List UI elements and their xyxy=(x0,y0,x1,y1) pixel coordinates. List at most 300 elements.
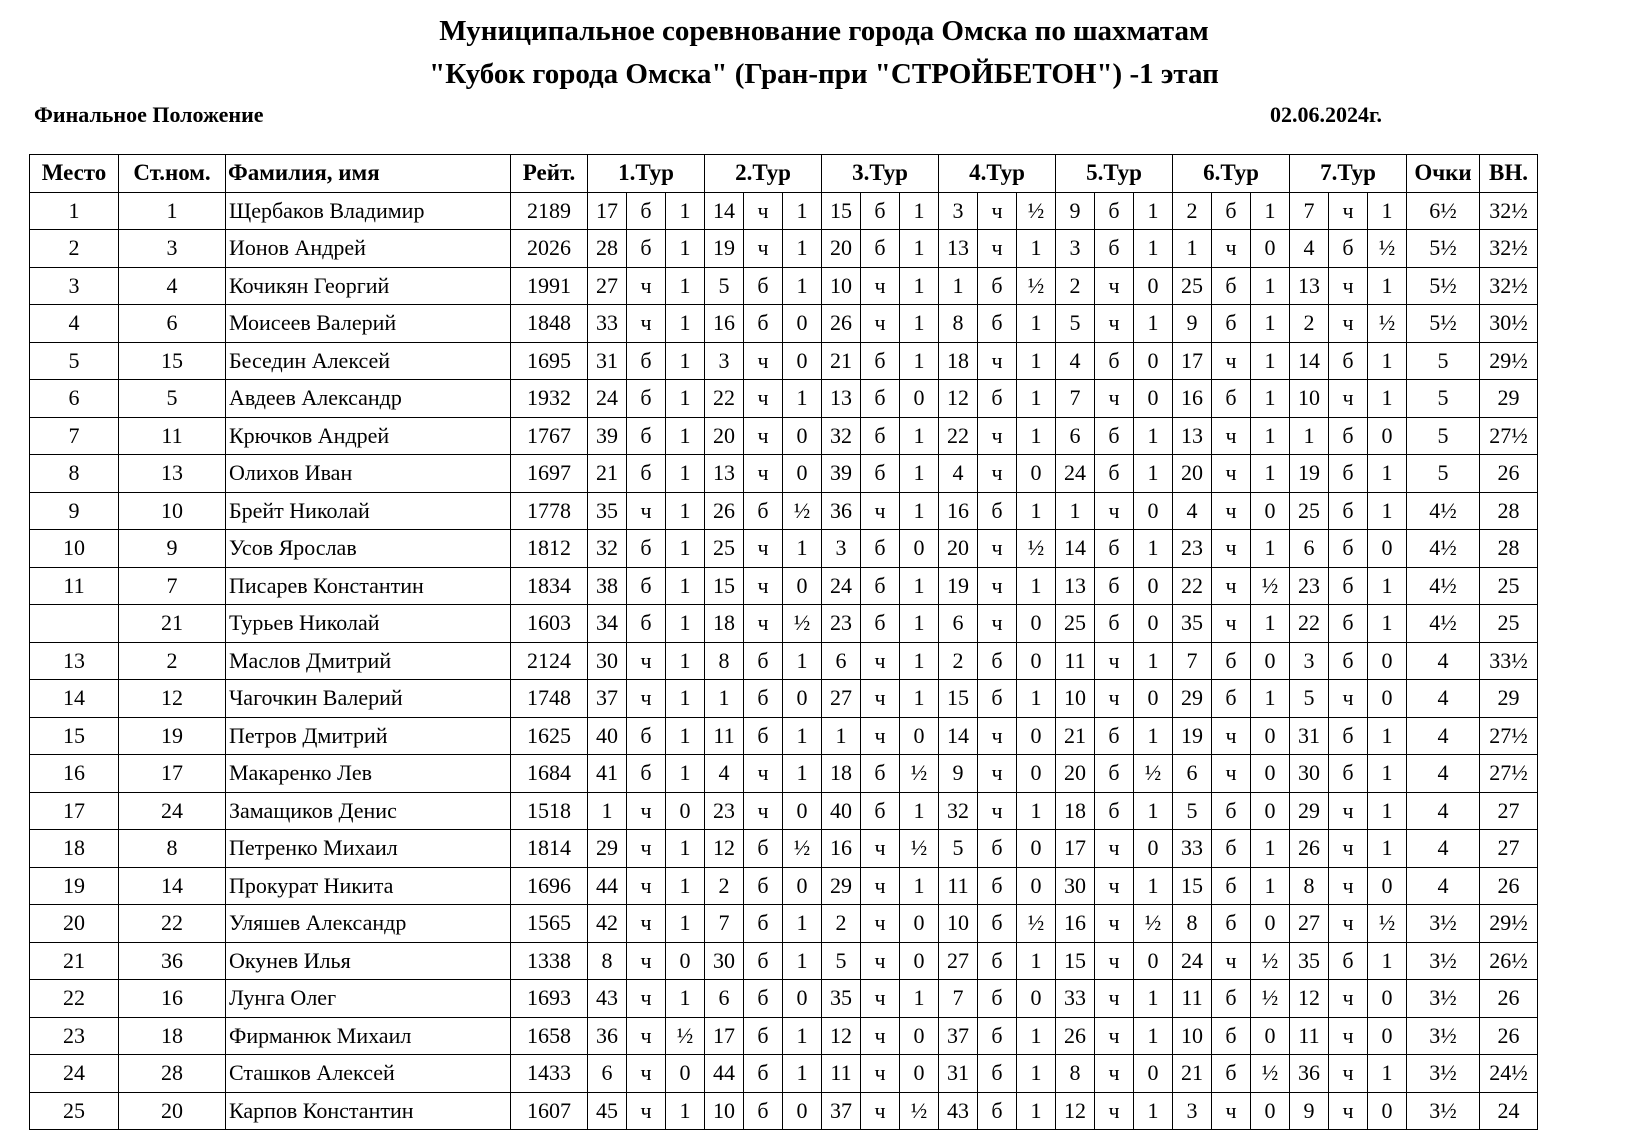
col-start-no: Ст.ном. xyxy=(119,155,226,193)
round-color-cell: ч xyxy=(1212,942,1251,980)
tiebreak-cell: 27½ xyxy=(1480,717,1538,755)
round-result-cell: 0 xyxy=(1017,455,1056,493)
round-opponent-cell: 38 xyxy=(588,567,627,605)
round-opponent-cell: 2 xyxy=(1290,305,1329,343)
place-cell: 18 xyxy=(30,830,119,868)
start-no-cell: 15 xyxy=(119,342,226,380)
round-color-cell: б xyxy=(1095,605,1134,643)
round-color-cell: ч xyxy=(1212,717,1251,755)
round-result-cell: 0 xyxy=(1134,942,1173,980)
round-result-cell: 1 xyxy=(1017,680,1056,718)
round-opponent-cell: 7 xyxy=(1173,642,1212,680)
round-color-cell: ч xyxy=(1329,305,1368,343)
player-name-cell: Турьев Николай xyxy=(226,605,511,643)
round-opponent-cell: 30 xyxy=(1056,867,1095,905)
round-result-cell: ½ xyxy=(1368,305,1407,343)
round-opponent-cell: 32 xyxy=(939,792,978,830)
round-color-cell: б xyxy=(978,830,1017,868)
tiebreak-cell: 32½ xyxy=(1480,192,1538,230)
round-color-cell: ч xyxy=(627,1055,666,1093)
player-name-cell: Беседин Алексей xyxy=(226,342,511,380)
round-result-cell: 1 xyxy=(783,380,822,418)
round-result-cell: 1 xyxy=(1251,530,1290,568)
round-color-cell: ч xyxy=(627,1092,666,1130)
round-opponent-cell: 13 xyxy=(1290,267,1329,305)
place-cell: 3 xyxy=(30,267,119,305)
round-result-cell: 0 xyxy=(1134,380,1173,418)
tiebreak-cell: 32½ xyxy=(1480,267,1538,305)
points-cell: 5 xyxy=(1407,455,1480,493)
round-opponent-cell: 19 xyxy=(705,230,744,268)
table-row xyxy=(30,455,1538,493)
round-result-cell: ½ xyxy=(1017,530,1056,568)
round-result-cell: 1 xyxy=(900,605,939,643)
col-name: Фамилия, имя xyxy=(226,155,511,193)
start-no-cell: 22 xyxy=(119,905,226,943)
table-row xyxy=(30,1017,1538,1055)
round-result-cell: 0 xyxy=(1134,830,1173,868)
round-result-cell: 0 xyxy=(1017,605,1056,643)
round-result-cell: 1 xyxy=(666,717,705,755)
rating-cell: 1932 xyxy=(511,380,588,418)
round-color-cell: ч xyxy=(627,642,666,680)
round-opponent-cell: 21 xyxy=(588,455,627,493)
round-result-cell: 1 xyxy=(1134,192,1173,230)
player-name-cell: Прокурат Никита xyxy=(226,867,511,905)
place-cell: 23 xyxy=(30,1017,119,1055)
rating-cell: 1834 xyxy=(511,567,588,605)
round-result-cell: 1 xyxy=(666,605,705,643)
round-opponent-cell: 21 xyxy=(822,342,861,380)
table-row xyxy=(30,942,1538,980)
tiebreak-cell: 26 xyxy=(1480,1017,1538,1055)
round-color-cell: ч xyxy=(978,792,1017,830)
points-cell: 3½ xyxy=(1407,1055,1480,1093)
round-color-cell: б xyxy=(861,567,900,605)
round-result-cell: ½ xyxy=(783,605,822,643)
round-opponent-cell: 33 xyxy=(588,305,627,343)
round-color-cell: б xyxy=(861,192,900,230)
round-result-cell: 0 xyxy=(900,1055,939,1093)
round-color-cell: ч xyxy=(744,755,783,793)
round-opponent-cell: 36 xyxy=(1290,1055,1329,1093)
rating-cell: 1696 xyxy=(511,867,588,905)
round-color-cell: ч xyxy=(861,680,900,718)
round-opponent-cell: 10 xyxy=(822,267,861,305)
rating-cell: 1693 xyxy=(511,980,588,1018)
round-result-cell: 1 xyxy=(1017,1055,1056,1093)
points-cell: 5 xyxy=(1407,417,1480,455)
player-name-cell: Фирманюк Михаил xyxy=(226,1017,511,1055)
round-result-cell: 1 xyxy=(666,680,705,718)
round-opponent-cell: 17 xyxy=(1056,830,1095,868)
round-opponent-cell: 8 xyxy=(1290,867,1329,905)
round-color-cell: б xyxy=(744,680,783,718)
round-opponent-cell: 2 xyxy=(705,867,744,905)
place-cell: 4 xyxy=(30,305,119,343)
round-color-cell: ч xyxy=(1212,530,1251,568)
round-color-cell: б xyxy=(861,605,900,643)
round-result-cell: 1 xyxy=(666,980,705,1018)
round-color-cell: ч xyxy=(1095,1017,1134,1055)
round-result-cell: ½ xyxy=(1134,905,1173,943)
round-opponent-cell: 8 xyxy=(1056,1055,1095,1093)
table-row xyxy=(30,530,1538,568)
round-color-cell: б xyxy=(627,567,666,605)
round-result-cell: 0 xyxy=(1017,867,1056,905)
round-color-cell: ч xyxy=(1095,642,1134,680)
round-opponent-cell: 4 xyxy=(1056,342,1095,380)
rating-cell: 1814 xyxy=(511,830,588,868)
rating-cell: 1684 xyxy=(511,755,588,793)
table-row xyxy=(30,642,1538,680)
round-result-cell: 0 xyxy=(900,380,939,418)
player-name-cell: Авдеев Александр xyxy=(226,380,511,418)
round-opponent-cell: 21 xyxy=(1056,717,1095,755)
round-color-cell: б xyxy=(978,1017,1017,1055)
round-color-cell: б xyxy=(744,1055,783,1093)
start-no-cell: 5 xyxy=(119,380,226,418)
round-result-cell: 1 xyxy=(783,192,822,230)
round-opponent-cell: 18 xyxy=(822,755,861,793)
place-cell: 2 xyxy=(30,230,119,268)
round-opponent-cell: 3 xyxy=(939,192,978,230)
place-cell: 24 xyxy=(30,1055,119,1093)
round-result-cell: ½ xyxy=(1134,755,1173,793)
round-result-cell: 0 xyxy=(1251,792,1290,830)
tiebreak-cell: 25 xyxy=(1480,567,1538,605)
round-color-cell: б xyxy=(978,680,1017,718)
tiebreak-cell: 30½ xyxy=(1480,305,1538,343)
round-result-cell: 1 xyxy=(900,342,939,380)
round-opponent-cell: 6 xyxy=(822,642,861,680)
round-result-cell: 0 xyxy=(1368,1092,1407,1130)
round-color-cell: ч xyxy=(861,1092,900,1130)
round-color-cell: б xyxy=(861,417,900,455)
round-color-cell: б xyxy=(1212,980,1251,1018)
round-result-cell: 1 xyxy=(1368,192,1407,230)
round-opponent-cell: 31 xyxy=(1290,717,1329,755)
points-cell: 4 xyxy=(1407,680,1480,718)
round-opponent-cell: 10 xyxy=(1290,380,1329,418)
player-name-cell: Макаренко Лев xyxy=(226,755,511,793)
place-cell: 14 xyxy=(30,680,119,718)
points-cell: 5½ xyxy=(1407,305,1480,343)
round-opponent-cell: 20 xyxy=(1056,755,1095,793)
round-color-cell: б xyxy=(861,755,900,793)
round-color-cell: б xyxy=(744,717,783,755)
round-result-cell: 0 xyxy=(900,942,939,980)
round-result-cell: 1 xyxy=(666,417,705,455)
round-result-cell: ½ xyxy=(783,830,822,868)
round-opponent-cell: 11 xyxy=(1056,642,1095,680)
round-result-cell: 1 xyxy=(1134,1017,1173,1055)
start-no-cell: 20 xyxy=(119,1092,226,1130)
round-opponent-cell: 4 xyxy=(705,755,744,793)
points-cell: 4 xyxy=(1407,792,1480,830)
round-color-cell: ч xyxy=(1212,417,1251,455)
round-opponent-cell: 35 xyxy=(1173,605,1212,643)
round-result-cell: 1 xyxy=(1134,455,1173,493)
round-result-cell: 1 xyxy=(666,830,705,868)
start-no-cell: 8 xyxy=(119,830,226,868)
table-row xyxy=(30,417,1538,455)
round-opponent-cell: 8 xyxy=(1173,905,1212,943)
round-color-cell: б xyxy=(1329,567,1368,605)
table-row xyxy=(30,717,1538,755)
round-result-cell: 1 xyxy=(1134,417,1173,455)
place-cell: 22 xyxy=(30,980,119,1018)
round-color-cell: ч xyxy=(861,980,900,1018)
round-color-cell: ч xyxy=(744,342,783,380)
player-name-cell: Крючков Андрей xyxy=(226,417,511,455)
round-result-cell: 1 xyxy=(666,642,705,680)
round-opponent-cell: 19 xyxy=(1290,455,1329,493)
round-opponent-cell: 6 xyxy=(1290,530,1329,568)
round-opponent-cell: 13 xyxy=(1056,567,1095,605)
tiebreak-cell: 29 xyxy=(1480,680,1538,718)
round-opponent-cell: 24 xyxy=(588,380,627,418)
start-no-cell: 4 xyxy=(119,267,226,305)
player-name-cell: Петров Дмитрий xyxy=(226,717,511,755)
round-opponent-cell: 37 xyxy=(822,1092,861,1130)
round-color-cell: ч xyxy=(1329,680,1368,718)
round-color-cell: б xyxy=(978,942,1017,980)
round-result-cell: 0 xyxy=(1251,1017,1290,1055)
table-row xyxy=(30,305,1538,343)
rating-cell: 1695 xyxy=(511,342,588,380)
round-opponent-cell: 6 xyxy=(705,980,744,1018)
round-color-cell: ч xyxy=(1329,192,1368,230)
player-name-cell: Маслов Дмитрий xyxy=(226,642,511,680)
round-color-cell: ч xyxy=(744,530,783,568)
tiebreak-cell: 25 xyxy=(1480,605,1538,643)
place-cell: 21 xyxy=(30,942,119,980)
round-color-cell: ч xyxy=(861,305,900,343)
round-result-cell: 0 xyxy=(1017,642,1056,680)
round-color-cell: ч xyxy=(1095,905,1134,943)
points-cell: 3½ xyxy=(1407,905,1480,943)
table-row xyxy=(30,1092,1538,1130)
round-result-cell: 1 xyxy=(1134,1092,1173,1130)
round-result-cell: ½ xyxy=(1368,230,1407,268)
round-result-cell: 1 xyxy=(900,230,939,268)
round-result-cell: 1 xyxy=(783,1017,822,1055)
points-cell: 4½ xyxy=(1407,530,1480,568)
round-color-cell: б xyxy=(978,1092,1017,1130)
round-result-cell: ½ xyxy=(900,830,939,868)
start-no-cell: 3 xyxy=(119,230,226,268)
tiebreak-cell: 27 xyxy=(1480,830,1538,868)
round-opponent-cell: 19 xyxy=(1173,717,1212,755)
round-color-cell: б xyxy=(1095,530,1134,568)
round-opponent-cell: 10 xyxy=(705,1092,744,1130)
round-result-cell: 1 xyxy=(1368,567,1407,605)
round-color-cell: ч xyxy=(744,192,783,230)
col-round-2: 2.Тур xyxy=(705,155,822,193)
round-result-cell: 0 xyxy=(1134,492,1173,530)
round-opponent-cell: 24 xyxy=(1173,942,1212,980)
col-round-3: 3.Тур xyxy=(822,155,939,193)
round-color-cell: б xyxy=(861,530,900,568)
round-opponent-cell: 27 xyxy=(588,267,627,305)
table-row xyxy=(30,755,1538,793)
round-opponent-cell: 9 xyxy=(1056,192,1095,230)
round-result-cell: 0 xyxy=(783,455,822,493)
round-result-cell: 1 xyxy=(1017,792,1056,830)
place-cell: 9 xyxy=(30,492,119,530)
round-result-cell: 0 xyxy=(783,342,822,380)
round-color-cell: б xyxy=(744,980,783,1018)
rating-cell: 1607 xyxy=(511,1092,588,1130)
round-opponent-cell: 30 xyxy=(705,942,744,980)
round-result-cell: 0 xyxy=(783,680,822,718)
rating-cell: 1603 xyxy=(511,605,588,643)
round-result-cell: 1 xyxy=(666,905,705,943)
player-name-cell: Моисеев Валерий xyxy=(226,305,511,343)
round-color-cell: ч xyxy=(1329,867,1368,905)
points-cell: 4½ xyxy=(1407,567,1480,605)
round-color-cell: ч xyxy=(1329,830,1368,868)
round-result-cell: 1 xyxy=(1251,267,1290,305)
round-opponent-cell: 7 xyxy=(1056,380,1095,418)
round-result-cell: 0 xyxy=(1251,492,1290,530)
table-row xyxy=(30,830,1538,868)
round-opponent-cell: 33 xyxy=(1056,980,1095,1018)
round-color-cell: ч xyxy=(627,492,666,530)
round-opponent-cell: 5 xyxy=(939,830,978,868)
round-opponent-cell: 1 xyxy=(1173,230,1212,268)
round-color-cell: ч xyxy=(1212,605,1251,643)
start-no-cell: 6 xyxy=(119,305,226,343)
round-opponent-cell: 3 xyxy=(1290,642,1329,680)
round-opponent-cell: 20 xyxy=(822,230,861,268)
points-cell: 3½ xyxy=(1407,980,1480,1018)
round-opponent-cell: 36 xyxy=(822,492,861,530)
round-color-cell: б xyxy=(978,267,1017,305)
round-color-cell: ч xyxy=(744,792,783,830)
round-result-cell: 0 xyxy=(1251,755,1290,793)
round-result-cell: ½ xyxy=(1251,980,1290,1018)
round-color-cell: ч xyxy=(627,905,666,943)
round-color-cell: б xyxy=(1212,1017,1251,1055)
place-cell: 16 xyxy=(30,755,119,793)
round-opponent-cell: 42 xyxy=(588,905,627,943)
round-opponent-cell: 8 xyxy=(588,942,627,980)
player-name-cell: Лунга Олег xyxy=(226,980,511,1018)
round-color-cell: б xyxy=(1212,380,1251,418)
round-result-cell: 0 xyxy=(1134,605,1173,643)
round-opponent-cell: 15 xyxy=(822,192,861,230)
round-result-cell: ½ xyxy=(900,755,939,793)
round-color-cell: ч xyxy=(744,455,783,493)
round-result-cell: 0 xyxy=(666,942,705,980)
place-cell: 20 xyxy=(30,905,119,943)
start-no-cell: 21 xyxy=(119,605,226,643)
round-opponent-cell: 15 xyxy=(1173,867,1212,905)
round-result-cell: ½ xyxy=(1368,905,1407,943)
round-color-cell: ч xyxy=(1212,492,1251,530)
round-opponent-cell: 5 xyxy=(822,942,861,980)
round-opponent-cell: 3 xyxy=(705,342,744,380)
rating-cell: 1778 xyxy=(511,492,588,530)
start-no-cell: 19 xyxy=(119,717,226,755)
round-opponent-cell: 31 xyxy=(588,342,627,380)
round-color-cell: ч xyxy=(1095,305,1134,343)
round-opponent-cell: 9 xyxy=(939,755,978,793)
round-result-cell: 1 xyxy=(1251,417,1290,455)
round-opponent-cell: 23 xyxy=(1290,567,1329,605)
round-color-cell: б xyxy=(744,492,783,530)
round-color-cell: б xyxy=(627,192,666,230)
round-opponent-cell: 20 xyxy=(939,530,978,568)
round-opponent-cell: 1 xyxy=(1290,417,1329,455)
place-cell: 7 xyxy=(30,417,119,455)
round-color-cell: ч xyxy=(861,905,900,943)
round-color-cell: б xyxy=(1329,492,1368,530)
round-color-cell: б xyxy=(1095,192,1134,230)
round-color-cell: ч xyxy=(627,980,666,1018)
round-color-cell: б xyxy=(1329,642,1368,680)
round-color-cell: ч xyxy=(861,642,900,680)
round-result-cell: 0 xyxy=(1017,717,1056,755)
round-color-cell: б xyxy=(744,305,783,343)
round-opponent-cell: 3 xyxy=(1173,1092,1212,1130)
player-name-cell: Брейт Николай xyxy=(226,492,511,530)
round-opponent-cell: 15 xyxy=(1056,942,1095,980)
tournament-date: 02.06.2024г. xyxy=(1270,102,1383,127)
round-result-cell: ½ xyxy=(1251,942,1290,980)
round-result-cell: 1 xyxy=(666,867,705,905)
round-color-cell: б xyxy=(978,980,1017,1018)
round-color-cell: б xyxy=(861,380,900,418)
round-color-cell: ч xyxy=(1212,567,1251,605)
round-opponent-cell: 30 xyxy=(1290,755,1329,793)
round-opponent-cell: 23 xyxy=(705,792,744,830)
round-result-cell: 1 xyxy=(900,455,939,493)
round-opponent-cell: 6 xyxy=(1173,755,1212,793)
table-row xyxy=(30,1055,1538,1093)
round-opponent-cell: 3 xyxy=(1056,230,1095,268)
standings-body xyxy=(30,192,1538,1130)
round-opponent-cell: 24 xyxy=(1056,455,1095,493)
round-opponent-cell: 37 xyxy=(588,680,627,718)
col-round-5: 5.Тур xyxy=(1056,155,1173,193)
round-color-cell: б xyxy=(744,642,783,680)
tiebreak-cell: 27 xyxy=(1480,792,1538,830)
round-opponent-cell: 16 xyxy=(705,305,744,343)
place-cell: 19 xyxy=(30,867,119,905)
round-result-cell: 1 xyxy=(666,1092,705,1130)
round-result-cell: 1 xyxy=(783,267,822,305)
rating-cell: 1848 xyxy=(511,305,588,343)
round-opponent-cell: 22 xyxy=(939,417,978,455)
start-no-cell: 1 xyxy=(119,192,226,230)
start-no-cell: 13 xyxy=(119,455,226,493)
start-no-cell: 24 xyxy=(119,792,226,830)
round-opponent-cell: 15 xyxy=(705,567,744,605)
round-result-cell: 1 xyxy=(1134,717,1173,755)
round-result-cell: 1 xyxy=(666,230,705,268)
round-opponent-cell: 1 xyxy=(939,267,978,305)
round-opponent-cell: 22 xyxy=(1173,567,1212,605)
points-cell: 4 xyxy=(1407,867,1480,905)
start-no-cell: 36 xyxy=(119,942,226,980)
rating-cell: 1991 xyxy=(511,267,588,305)
rating-cell: 1433 xyxy=(511,1055,588,1093)
round-color-cell: ч xyxy=(861,867,900,905)
player-name-cell: Усов Ярослав xyxy=(226,530,511,568)
